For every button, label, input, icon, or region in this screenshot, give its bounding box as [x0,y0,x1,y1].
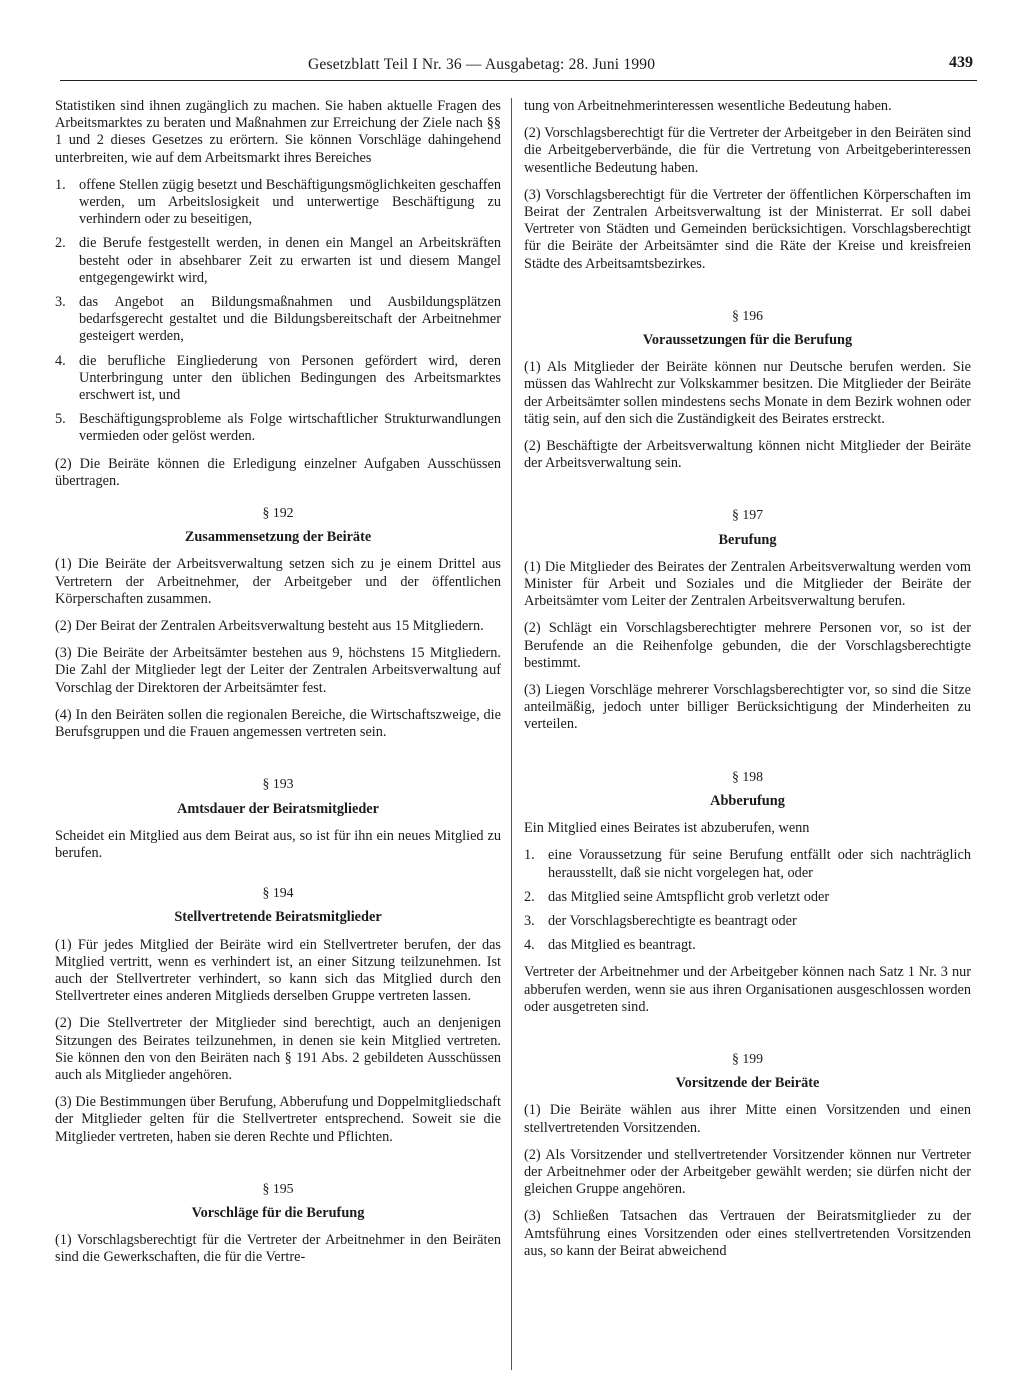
paragraph: (2) Der Beirat der Zentralen Arbeitsverwaltung besteht aus 15 Mitgliedern. [55,618,484,635]
list-item: 4. das Mitglied es beantragt. [524,937,696,954]
paragraph: (2) Beschäftigte der Arbeitsverwaltung können nicht Mitglieder der Beiräte der Arbeitsverwaltung sein. [524,438,971,472]
paragraph: (3) Schließen Tatsachen das Vertrauen der Beiratsmitglieder zu der Amtsführung eines Vorsitzenden oder eines stellvertretenden Vorsitzenden aus, so kann der Beirat abweichend [524,1208,971,1259]
section-title: Stellvertretende Beiratsmitglieder [174,909,382,926]
list-item: 5. Beschäftigungsprobleme als Folge wirtschaftlicher Strukturwandlungen vermieden oder gelöst werden. [55,411,501,445]
page-header [60,56,977,81]
section-number: § 196 [731,307,764,323]
section-number: § 199 [731,1050,764,1066]
paragraph: tung von Arbeitnehmerinteressen wesentliche Bedeutung haben. [524,98,892,114]
paragraph: (1) Als Mitglieder der Beiräte können nur Deutsche berufen werden. Sie müssen das Wahlrecht zur Volkskammer besitzen. Die Mitglieder der Beiräte der Arbeitsämter sollen mindestens sechs Monate in dem Bezirk wohnen oder tätig sein, auf den sich die Zuständigkeit des Beirates erstreckt. [524,359,971,427]
list-item: 2. das Mitglied seine Amtspflicht grob verletzt oder [524,888,830,905]
list-item: 2. die Berufe festgestellt werden, in denen ein Mangel an Arbeitskräften besteht oder in absehbarer Zeit zu erwarten ist und diesem Mangel entgegengewirkt wird, [55,235,501,286]
list-item: 3. das Angebot an Bildungsmaßnahmen und Ausbildungsplätzen bedarfsgerecht gestaltet und die Bildungsbereitschaft der Arbeitnehmer gesteigert werden, [55,294,501,345]
section-title: Vorsitzende der Beiräte [675,1075,820,1092]
paragraph: Vertreter der Arbeitnehmer und der Arbeitgeber können nach Satz 1 Nr. 3 nur abberufen werden, wenn sie aus ihren Organisationen ausgeschlossen worden oder ausgetreten sind. [524,964,971,1015]
section-number: § 197 [731,507,764,523]
enumerated-list [524,847,971,954]
paragraph: (4) In den Beiräten sollen die regionalen Bereiche, die Wirtschaftszweige, die Berufsgruppen und die Frauen angemessen vertreten sein. [55,706,501,741]
section-title: Amtsdauer der Beiratsmitglieder [177,800,379,817]
paragraph: (1) Die Beiräte der Arbeitsverwaltung setzen sich zu je einem Drittel aus Vertretern der Arbeitnehmer, der Arbeitgeber und der öffentlichen Körperschaften zusammen. [55,556,501,607]
intro-paragraph: Statistiken sind ihnen zugänglich zu machen. Sie haben aktuelle Fragen des Arbeitsmarktes zu beraten und Maßnahmen zur Erreichung der Ziele nach §§ 1 und 2 dieses Gesetzes zu erörtern. Sie können Vorschläge dahingehend unterbreiten, wie auf dem Arbeitsmarkt ihres Bereiches [55,98,501,166]
paragraph: (2) Vorschlagsberechtigt für die Vertreter der Arbeitgeber in den Beiräten sind die Arbeitgeberverbände, die für die Vertretung von Arbeitgeberinteressen wesentliche Bedeutung haben. [524,125,971,176]
paragraph: Ein Mitglied eines Beirates ist abzuberufen, wenn [524,820,810,837]
paragraph: (1) Für jedes Mitglied der Beiräte wird ein Stellvertreter berufen, der das Mitglied vertritt, wenn es verhindert ist, an einer Sitzung teilzunehmen. Ist auch der Stellvertreter verhindert, so kann sich das Mitglied durch den Stellvertreter eines anderen Mitglieds derselben Gruppe vertreten lassen. [55,936,501,1005]
paragraph: (3) Die Beiräte der Arbeitsämter bestehen aus 9, höchstens 15 Mitgliedern. Die Zahl der Mitglieder legt der Leiter der Zentralen Arbeitsverwaltung auf Vorschlag der Direktoren der Arbeitsämter fest. [55,645,501,696]
list-item: 3. der Vorschlagsberechtigte es beantragt oder [524,912,797,929]
section-title: Voraussetzungen für die Berufung [642,332,853,349]
list-item: 4. die berufliche Eingliederung von Personen gefördert wird, deren Unterbringung unter den üblichen Bedingungen des Arbeitsmarktes erschwert ist, und [55,352,501,404]
right-column [524,98,971,1270]
section-number: § 194 [262,885,294,901]
paragraph: (2) Schlägt ein Vorschlagsberechtigter mehrere Personen vor, so ist der Berufende an die Reihenfolge gebunden, die der Vorschlagsberechtigte bestimmt. [524,620,971,671]
paragraph: (3) Die Bestimmungen über Berufung, Abberufung und Doppelmitgliedschaft der Mitglieder gelten für die Stellvertreter entsprechend. Soweit sie die Mitglieder vertreten, haben sie deren Rechte und Pflichten. [55,1094,501,1145]
paragraph: (3) Vorschlagsberechtigt für die Vertreter der öffentlichen Körperschaften im Beirat der Zentralen Arbeitsverwaltung ist der Ministerrat. Er soll dabei Vertreter von Städten und Gemeinden berücksichtigen. Vorschlagsberechtigt für die Beiräte der Arbeitsämter sind die Räte der Kreise und kreisfreien Städte des Arbeitsamtsbezirkes. [524,186,971,272]
section-number: § 198 [731,768,764,784]
paragraph: (2) Als Vorsitzender und stellvertretender Vorsitzender können nur Vertreter der Arbeitnehmer oder der Arbeitgeber gewählt werden; sie dürfen nicht der gleichen Gruppe angehören. [524,1146,971,1198]
section-number: § 193 [262,776,294,792]
section-title: Abberufung [710,792,785,809]
paragraph: Scheidet ein Mitglied aus dem Beirat aus, so ist für ihn ein neues Mitglied zu berufen. [55,827,501,861]
paragraph: (1) Die Beiräte wählen aus ihrer Mitte einen Vorsitzenden und einen stellvertretenden Vorsitzenden. [524,1102,971,1136]
section-number: § 192 [262,505,294,521]
paragraph: (1) Vorschlagsberechtigt für die Vertreter der Arbeitnehmer in den Beiräten sind die Gewerkschaften, die für die Vertre- [55,1232,501,1266]
paragraph: (3) Liegen Vorschläge mehrerer Vorschlagsberechtigter vor, so sind die Sitze anteilmäßig, jedoch unter billiger Berücksichtigung der Minderheiten zu verteilen. [524,682,971,733]
section-number: § 195 [262,1180,294,1196]
list-item: 1. offene Stellen zügig besetzt und Beschäftigungsmöglichkeiten geschaffen werden, um Arbeitslosigkeit und unterwertige Beschäftigung zu verhindern oder zu beseitigen, [55,176,501,228]
page-number: 439 [949,54,973,71]
column-divider [511,98,512,1370]
header-title: Gesetzblatt Teil I Nr. 36 — Ausgabetag: 28. Juni 1990 [308,56,656,73]
list-item: 1. eine Voraussetzung für seine Berufung entfällt oder sich nachträglich herausstellt, daß sie nicht vorgelegen hat, oder [524,847,971,881]
left-column [55,98,501,1277]
section-title: Berufung [718,531,777,548]
section-title: Vorschläge für die Berufung [191,1204,365,1221]
paragraph: (1) Die Mitglieder des Beirates der Zentralen Arbeitsverwaltung werden vom Minister für Arbeit und Soziales und die Mitglieder der Beiräte der Arbeitsämter vom Leiter der Zentralen Arbeitsverwaltung berufen. [524,558,971,610]
paragraph: (2) Die Stellvertreter der Mitglieder sind berechtigt, auch an denjenigen Sitzungen des Beirates teilzunehmen, in denen sie kein Mitglied vertreten. Sie können den von den Beiräten nach § 191 Abs. 2 gebildeten Ausschüssen auch als Mitglieder angehören. [55,1015,501,1083]
section-title: Zusammensetzung der Beiräte [184,529,372,546]
paragraph: (2) Die Beiräte können die Erledigung einzelner Aufgaben Ausschüssen übertragen. [55,455,501,489]
enumerated-list [55,177,501,446]
